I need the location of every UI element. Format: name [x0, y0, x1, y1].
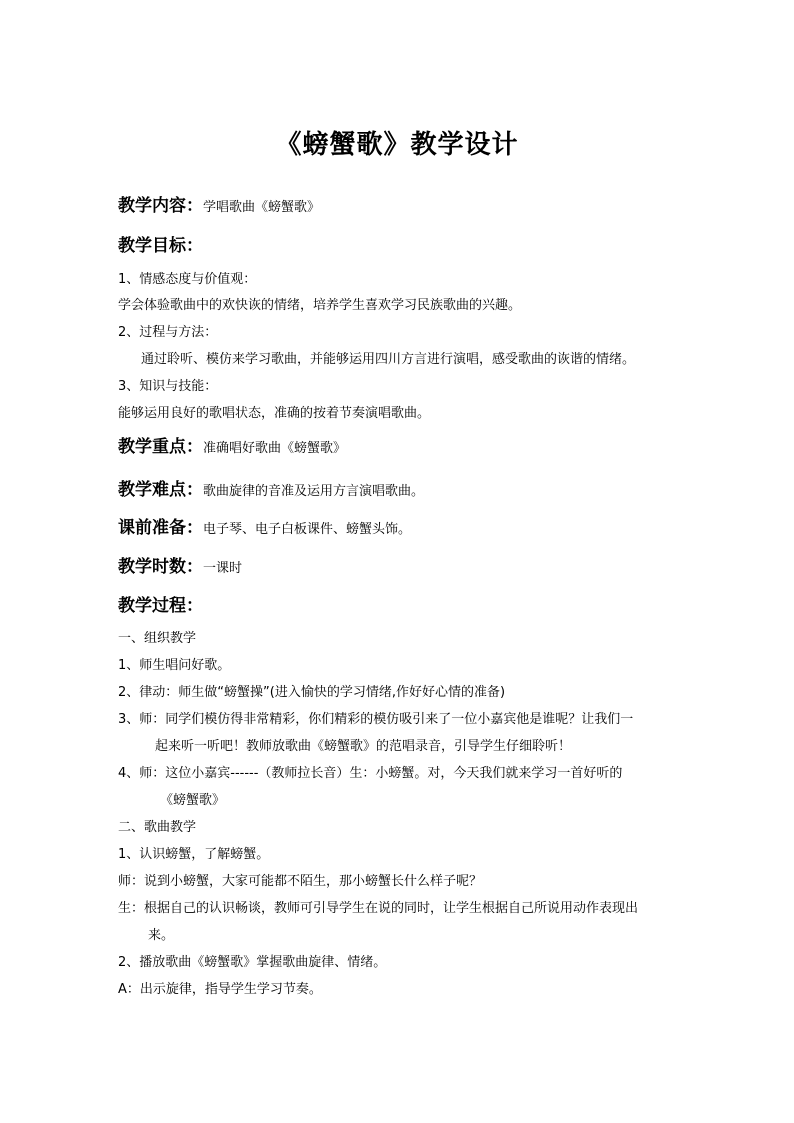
process-line: 二、歌曲教学 [118, 820, 197, 835]
process-line: 来。 [148, 928, 175, 943]
hours-value: 一课时 [203, 561, 243, 576]
process-line: 2、律动：师生做“螃蟹操”(进入愉快的学习情绪,作好好心情的准备) [118, 685, 506, 700]
section-preparation [118, 518, 411, 540]
process-line: 《螃蟹歌》 [160, 793, 226, 808]
section-difficulty [118, 480, 424, 502]
process-line: 2、播放歌曲《螃蟹歌》掌握歌曲旋律、情绪。 [118, 955, 387, 970]
preparation-label: 课前准备： [118, 518, 203, 538]
goal-line: 通过聆听、模仿来学习歌曲，并能够运用四川方言进行演唱，感受歌曲的诙谐的情绪。 [141, 352, 636, 367]
key-point-label: 教学重点： [118, 437, 203, 457]
process-heading: 教学过程： [118, 596, 203, 616]
preparation-value: 电子琴、电子白板课件、螃蟹头饰。 [203, 522, 412, 537]
section-content [118, 196, 320, 218]
difficulty-value: 歌曲旋律的音准及运用方言演唱歌曲。 [203, 484, 425, 499]
process-line: 生：根据自己的认识畅谈，教师可引导学生在说的同时，让学生根据自己所说用动作表现出 [118, 901, 639, 916]
hours-label: 教学时数： [118, 557, 203, 577]
process-line: A：出示旋律，指导学生学习节奏。 [118, 982, 322, 997]
process-line: 一、组织教学 [118, 631, 197, 646]
section-key-point [118, 437, 346, 459]
goal-line: 学会体验歌曲中的欢快诙的情绪，培养学生喜欢学习民族歌曲的兴趣。 [118, 298, 522, 313]
content-value: 学唱歌曲《螃蟹歌》 [203, 200, 321, 215]
goals-heading: 教学目标： [118, 236, 203, 256]
process-line: 1、认识螃蟹，了解螃蟹。 [118, 847, 270, 862]
process-line: 3、师：同学们模仿得非常精彩，你们精彩的模仿吸引来了一位小嘉宾他是谁呢？让我们一 [118, 712, 634, 727]
goal-line: 3、知识与技能： [118, 379, 218, 394]
content-label: 教学内容： [118, 196, 203, 216]
goal-line: 1、情感态度与价值观： [118, 272, 257, 287]
difficulty-label: 教学难点： [118, 480, 203, 500]
goal-line: 2、过程与方法： [118, 325, 218, 340]
process-line: 1、师生唱问好歌。 [118, 658, 231, 673]
document-title: 《螃蟹歌》教学设计 [275, 130, 519, 160]
process-line: 起来听一听吧！教师放歌曲《螃蟹歌》的范唱录音，引导学生仔细聆听！ [155, 739, 572, 754]
goal-line: 能够运用良好的歌唱状态，准确的按着节奏演唱歌曲。 [118, 406, 431, 421]
process-line: 师：说到小螃蟹，大家可能都不陌生，那小螃蟹长什么样子呢？ [118, 874, 483, 889]
process-line: 4、师：这位小嘉宾------（教师拉长音）生：小螃蟹。对，今天我们就来学习一首好听的 [118, 766, 623, 781]
section-hours [118, 557, 242, 579]
key-point-value: 准确唱好歌曲《螃蟹歌》 [203, 441, 347, 456]
